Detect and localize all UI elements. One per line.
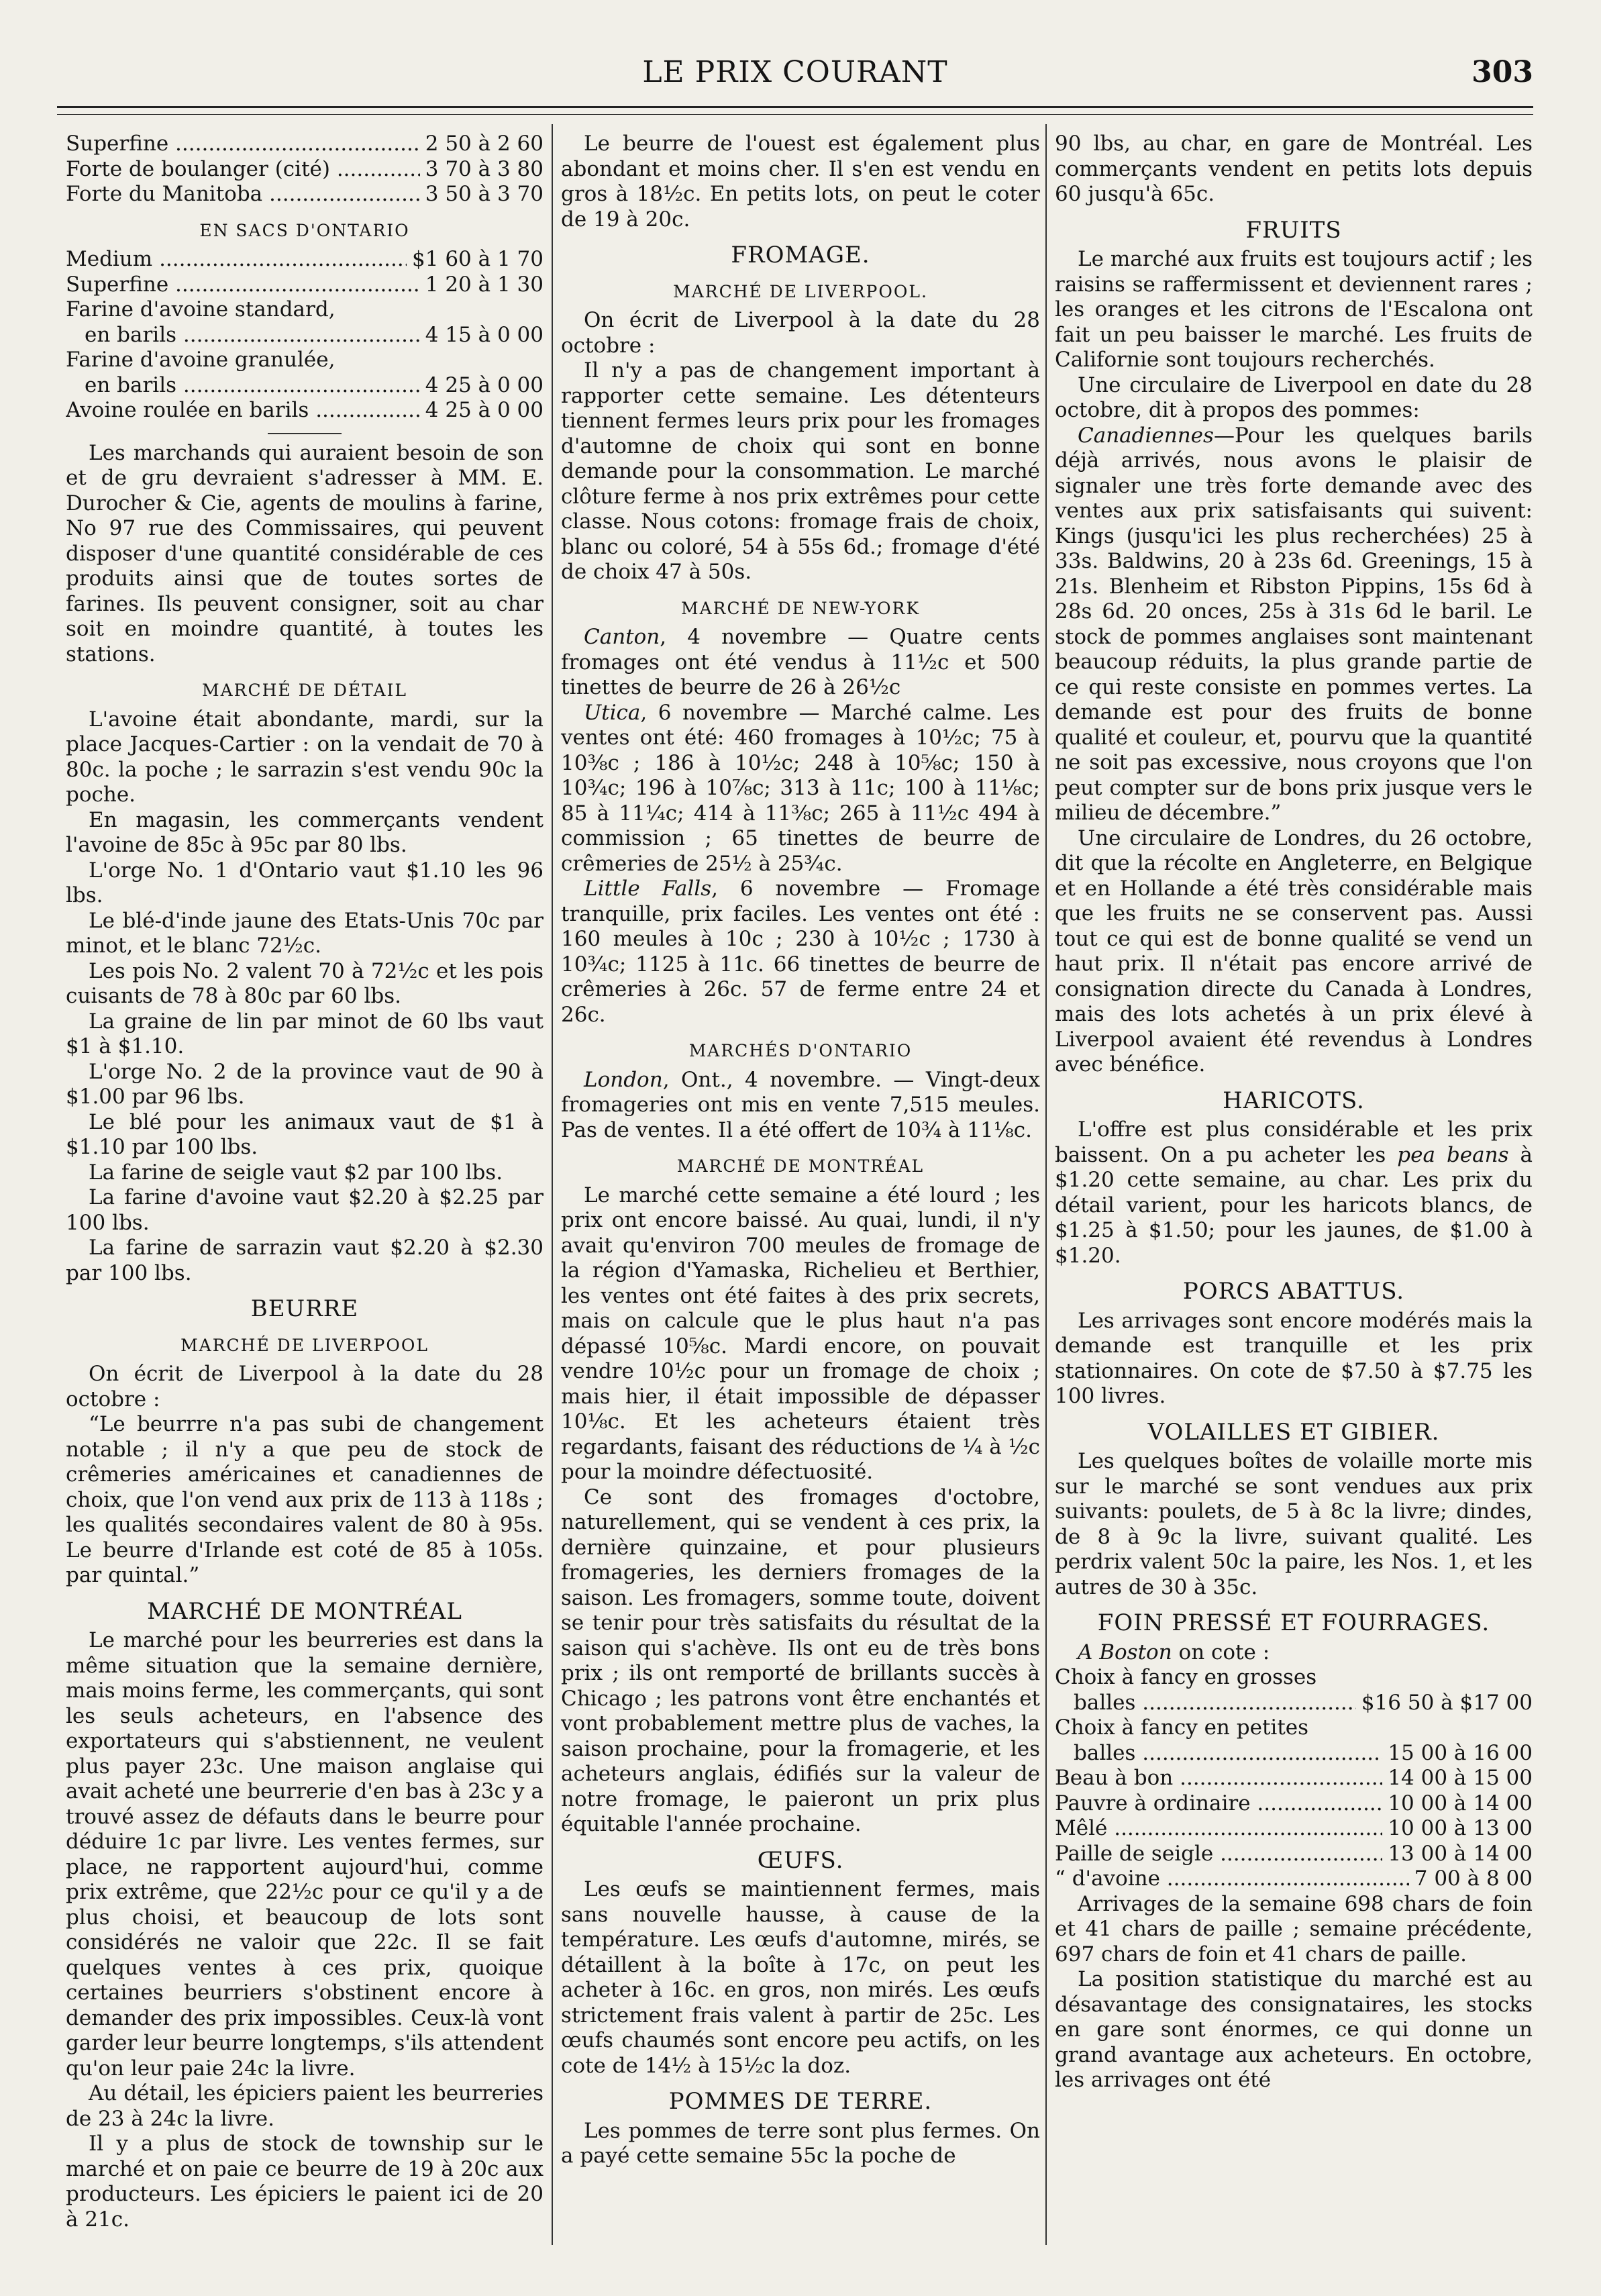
price-row: Medium ..... $1 60 à 1 70 <box>66 247 544 272</box>
heading-haricots: HARICOTS. <box>1223 1087 1365 1114</box>
price-row: Mêlé ..... 10 00 à 13 00 <box>1055 1816 1533 1842</box>
price-row: Beau à bon ..... 14 00 à 15 00 <box>1055 1766 1533 1791</box>
price-row-label: Choix à fancy en petites <box>1055 1715 1309 1740</box>
heading-volailles-gibier: VOLAILLES ET GIBIER. <box>1147 1418 1440 1446</box>
heading-ontario: MARCHÉS D'ONTARIO <box>688 1041 913 1060</box>
paragraph: 90 lbs, au char, en gare de Montréal. Les commerçants vendent en petits lots depuis 60 jusqu'à 65c. <box>1055 132 1533 206</box>
paragraph: L'avoine était abondante, mardi, sur la place Jacques-Cartier : on la vendait de 70 à 80c. la poche ; le sarrazin s'est vendu 90c la poche. <box>66 707 544 807</box>
price-row: Forte de boulanger (cité) ..... 3 70 à 3 80 <box>66 157 544 183</box>
price-row: “ d'avoine ..... 7 00 à 8 00 <box>1055 1866 1533 1892</box>
paragraph: La farine de seigle vaut $2 par 100 lbs. <box>89 1160 503 1185</box>
price-row: Paille de seigle ..... 13 00 à 14 00 <box>1055 1842 1533 1867</box>
place-name: Little Falls <box>584 877 712 901</box>
paragraph: Les marchands qui auraient besoin de son et de gru devraient s'adresser à MM. E. Durocher & Cie, agents de moulins à farine, No 97 rue des Commissaires, qui peuvent disposer d'une quantité considérable de ces produits ainsi que de toutes sortes de farines. Ils peuvent consigner, soit au char soit en moindre quantité, à toutes les stations. <box>66 440 544 666</box>
italic-term: pea beans <box>1397 1142 1509 1167</box>
place-name: London <box>584 1067 663 1092</box>
paragraph: La graine de lin par minot de 60 lbs vaut $1 à $1.10. <box>66 1009 544 1058</box>
paragraph: Le marché pour les beurreries est dans la même situation que la semaine dernière, mais moins ferme, les commerçants, qui sont les seuls acheteurs, en l'absence des exportateurs qui s'abstiennent, ne veulent plus payer 23c. Une maison anglaise qui avait acheté une beurrerie d'en bas à 23c y a trouvé assez de défauts dans le beurre pour déduire 1c par livre. Les ventes fermes, sur place, ne rapportent aujourd'hui, comme prix extrême, que 22½c pour ce qu'il y a de plus choisi, et beaucoup de lots sont considérés ne valoir que 22c. Il se fait quelques ventes à ces prix, quoique certaines beurriers s'obstinent encore à demander des prix impossibles. Ceux-là vont garder leur beurre longtemps, s'ils attendent qu'on leur paie 24c la livre. <box>66 1628 544 2081</box>
price-row: balles ..... 15 00 à 16 00 <box>1055 1741 1533 1766</box>
place-name: Canton <box>584 625 660 649</box>
paragraph: On écrit de Liverpool à la date du 28 octobre : <box>561 308 1040 358</box>
price-row-label: Farine d'avoine standard, <box>66 297 335 321</box>
price-row-label: Farine d'avoine granulée, <box>66 348 335 372</box>
market-report: London, Ont., 4 novembre. — Vingt-deux fromageries ont mis en vente 7,515 meules. Pas de ventes. Il a été offert de 10¾ à 11⅛c. <box>561 1067 1040 1142</box>
price-row: Avoine roulée en barils ..... 4 25 à 0 00 <box>66 398 544 423</box>
paragraph: L'orge No. 1 d'Ontario vaut $1.10 les 96 lbs. <box>66 858 544 907</box>
paragraph: Le blé-d'inde jaune des Etats-Unis 70c par minot, et le blanc 72½c. <box>66 908 544 958</box>
paragraph: Il y a plus de stock de township sur le marché et on paie ce beurre de 19 à 20c aux producteurs. Les épiciers le paient ici de 20 à 21c. <box>66 2132 544 2232</box>
market-report: Canton, 4 novembre — Quatre cents fromages ont été vendus à 11½c et 500 tinettes de beurre de 26 à 26½c <box>561 625 1040 699</box>
paragraph: Le marché cette semaine a été lourd ; les prix ont encore baissé. Au quai, lundi, il n'y avait qu'environ 700 meules de fromage de la région d'Yamaska, Richelieu et Berthier, les ventes ont été faites à des prix secrets, mais on calcule que le plus haut n'a pas dépassé 10⅝c. Mardi encore, on pouvait vendre 10½c pour un fromage de choix ; mais hier, il était impossible de dépasser 10⅛c. Et les acheteurs étaient très regardants, faisant des réductions de ¼ à ½c pour la moindre défectuosité. <box>561 1183 1040 1484</box>
paragraph: L'offre est plus considérable et les prix baissent. On a pu acheter les pea beans à $1.20 cette semaine, au char. Les prix du détail varient, pour les haricots blancs, de $1.25 à $1.50; pour les jaunes, de $1.00 à $1.20. <box>1055 1117 1533 1268</box>
page-header <box>57 54 1533 101</box>
italic-lead: Canadiennes <box>1078 423 1214 448</box>
column-3 <box>1055 132 1533 2093</box>
price-list-foin <box>1055 1665 1533 1892</box>
paragraph: La farine d'avoine vaut $2.20 à $2.25 par 100 lbs. <box>66 1185 544 1235</box>
price-row: balles ..... $16 50 à $17 00 <box>1055 1691 1533 1716</box>
paragraph: Il n'y a pas de changement important à rapporter cette semaine. Les détenteurs tiennent fermes leurs prix pour les fromages d'automne de choix qui sont en bonne demande pour la consommation. Le marché clôture ferme à nos prix extrêmes pour cette classe. Nous cotons: fromage frais de choix, blanc ou coloré, 54 à 55s 6d.; fromage d'été de choix 47 à 50s. <box>561 358 1040 584</box>
price-row: en barils ..... 4 15 à 0 00 <box>66 323 544 348</box>
column-1 <box>66 132 544 2232</box>
paragraph: “Le beurrre n'a pas subi de changement notable ; il n'y a que peu de stock de crêmeries américaines et canadiennes de choix, que l'on vend aux prix de 113 à 118s ; les qualités secondaires valent de 80 à 95s. Le beurre d'Irlande est coté de 85 à 105s. par quintal.” <box>66 1412 544 1587</box>
heading-foin-fourrages: FOIN PRESSÉ ET FOURRAGES. <box>1097 1609 1490 1636</box>
heading-oeufs: ŒUFS. <box>757 1846 844 1874</box>
price-row: Forte du Manitoba ..... 3 50 à 3 70 <box>66 182 544 207</box>
column-divider-right <box>1045 124 1047 2245</box>
price-list-top <box>66 132 544 207</box>
column-divider-left <box>552 124 553 2245</box>
paragraph: Le marché aux fruits est toujours actif ; les raisins se raffermissent et deviennent rares ; les oranges et les citrons de l'Escalona ont fait un peu baisser le marché. Les fruits de Californie sont toujours recherchés. <box>1055 247 1533 372</box>
paragraph: Les œufs se maintiennent fermes, mais sans nouvelle hausse, à cause de la température. Les œufs d'automne, mirés, se détaillent à la boîte à 17c, on peut les acheter à 16c. en gros, non mirés. Les œufs strictement frais valent à partir de 25c. Les œufs chaumés sont encore peu actifs, on les cote de 14½ à 15½c la doz. <box>561 1877 1040 2078</box>
paragraph: Ce sont des fromages d'octobre, naturellement, qui se vendent à ces prix, la dernière quinzaine, et pour plusieurs fromageries, les derniers fromages de la saison. Les fromagers, somme toute, doivent se tenir pour très satisfaits du résultat de la saison qui s'achève. Ils ont eu de très bons prix ; ils ont remporté de brillants succès à Chicago ; les patrons vont être enchantés et vont probablement mettre plus de vaches, la saison prochaine, pour la fromagerie, et les acheteurs anglais, édifiés sur la valeur de notre fromage, le paieront un prix plus équitable l'année prochaine. <box>561 1485 1040 1836</box>
heading-fruits: FRUITS <box>1245 216 1342 244</box>
paragraph: Les quelques boîtes de volaille morte mis sur le marché se sont vendues aux prix suivants: poulets, de 5 à 8c la livre; dindes, de 8 à 9c la livre, suivant qualité. Les perdrix valent 50c la paire, les Nos. 1, et les autres de 30 à 35c. <box>1055 1449 1533 1599</box>
paragraph: L'orge No. 2 de la province vaut de 90 à $1.00 par 96 lbs. <box>66 1059 544 1109</box>
heading-fromage-montreal: MARCHÉ DE MONTRÉAL <box>676 1156 925 1176</box>
price-row: Pauvre à ordinaire ..... 10 00 à 14 00 <box>1055 1791 1533 1817</box>
page-title: LE PRIX COURANT <box>642 55 948 89</box>
heading-marche-detail: MARCHÉ DE DÉTAIL <box>202 681 407 700</box>
heading-pommes-de-terre: POMMES DE TERRE. <box>668 2088 933 2115</box>
paragraph: Une circulaire de Liverpool en date du 28 octobre, dit à propos des pommes: <box>1055 372 1533 422</box>
section-rule <box>268 433 342 434</box>
paragraph: On écrit de Liverpool à la date du 28 octobre : <box>66 1362 544 1411</box>
heading-beurre-liverpool: MARCHÉ DE LIVERPOOL <box>180 1335 429 1355</box>
heading-porcs-abattus: PORCS ABATTUS. <box>1182 1278 1405 1305</box>
paragraph: A Boston on cote : <box>1078 1640 1270 1664</box>
column-2 <box>561 132 1040 2169</box>
paragraph: Le blé pour les animaux vaut de $1 à $1.10 par 100 lbs. <box>66 1109 544 1159</box>
heading-beurre: BEURRE <box>250 1295 359 1322</box>
italic-lead: A Boston <box>1078 1640 1172 1664</box>
heading-beurre-montreal: MARCHÉ DE MONTRÉAL <box>147 1597 462 1625</box>
price-list-sacs <box>66 247 544 423</box>
heading-fromage-liverpool: MARCHÉ DE LIVERPOOL. <box>673 281 928 301</box>
header-rule-thin <box>57 114 1533 115</box>
paragraph: Les arrivages sont encore modérés mais la demande est tranquille et les prix stationnaires. On cote de $7.50 à $7.75 les 100 livres. <box>1055 1308 1533 1408</box>
paragraph: Les pommes de terre sont plus fermes. On a payé cette semaine 55c la poche de <box>561 2118 1040 2168</box>
heading-new-york: MARCHÉ DE NEW-YORK <box>680 598 921 618</box>
paragraph: Les pois No. 2 valent 70 à 72½c et les pois cuisants de 78 à 80c par 60 lbs. <box>66 958 544 1008</box>
paragraph: La farine de sarrazin vaut $2.20 à $2.30 par 100 lbs. <box>66 1236 544 1285</box>
price-row: Superfine ..... 2 50 à 2 60 <box>66 132 544 157</box>
heading-fromage: FROMAGE. <box>731 242 870 268</box>
market-report: Little Falls, 6 novembre — Fromage tranquille, prix faciles. Les ventes ont été : 160 meules à 10c ; 230 à 10½c ; 1730 à 10¾c; 1125 à 11c. 66 tinettes de beurre de crêmeries à 26c. 57 de ferme entre 24 et 26c. <box>561 877 1040 1027</box>
heading-sacs-ontario: EN SACS D'ONTARIO <box>199 220 410 240</box>
paragraph: Arrivages de la semaine 698 chars de foin et 41 chars de paille ; semaine précédente, 697 chars de foin et 41 chars de paille. <box>1055 1891 1533 1966</box>
place-name: Utica <box>584 700 641 725</box>
header-rule <box>57 106 1533 108</box>
paragraph: La position statistique du marché est au désavantage des consignataires, les stocks en gare sont énormes, ce qui donne un grand avantage aux acheteurs. En octobre, les arrivages ont été <box>1055 1967 1533 2092</box>
price-row-label: Choix à fancy en grosses <box>1055 1665 1317 1689</box>
paragraph: Le beurre de l'ouest est également plus abondant et moins cher. Il s'en est vendu en gros à 18½c. En petits lots, on peut le coter de 19 à 20c. <box>561 132 1040 232</box>
paragraph: En magasin, les commerçants vendent l'avoine de 85c à 95c par 80 lbs. <box>66 807 544 857</box>
market-report: Utica, 6 novembre — Marché calme. Les ventes ont été: 460 fromages à 10½c; 75 à 10⅜c ; 186 à 10½c; 248 à 10⅝c; 150 à 10¾c; 196 à 10⅞c; 313 à 11c; 100 à 11⅛c; 85 à 11¼c; 414 à 11⅜c; 265 à 11½c 494 à commission ; 65 tinettes de beurre de crêmeries de 25½ à 25¾c. <box>561 700 1040 876</box>
price-row: Superfine ..... 1 20 à 1 30 <box>66 272 544 298</box>
page-number: 303 <box>1471 55 1533 89</box>
paragraph: Canadiennes—Pour les quelques barils déjà arrivés, nous avons le plaisir de signaler une très forte demande avec des ventes aux prix satisfaisants qui suivent: Kings (jusqu'ici les plus recherchées) 25 à 33s. Baldwins, 20 à 23s 6d. Greenings, 15 à 21s. Blenheim et Ribston Pippins, 15s 6d à 28s 6d. 20 onces, 25s à 31s 6d le baril. Le stock de pommes anglaises sont maintenant beaucoup réduits, la plus grande partie de ce qui reste consiste en pommes vertes. La demande est pour des fruits de bonne qualité et couleur, et, pourvu que la quantité ne soit pas excessive, nous croyons que l'on peut compter sur de bons prix jusque vers le milieu de décembre.” <box>1055 423 1533 825</box>
paragraph: Au détail, les épiciers paient les beurreries de 23 à 24c la livre. <box>66 2081 544 2131</box>
price-row: en barils ..... 4 25 à 0 00 <box>66 373 544 399</box>
paragraph: Une circulaire de Londres, du 26 octobre, dit que la récolte en Angleterre, en Belgique et en Hollande a été très considérable mais que les fruits ne se conservent pas. Aussi tout ce qui est de bonne qualité se vend un haut prix. Il n'était pas encore arrivé de consignation directe du Canada à Londres, mais des lots achetés à un prix élevé à Liverpool avaient été revendus à Londres avec bénéfice. <box>1055 826 1533 1077</box>
